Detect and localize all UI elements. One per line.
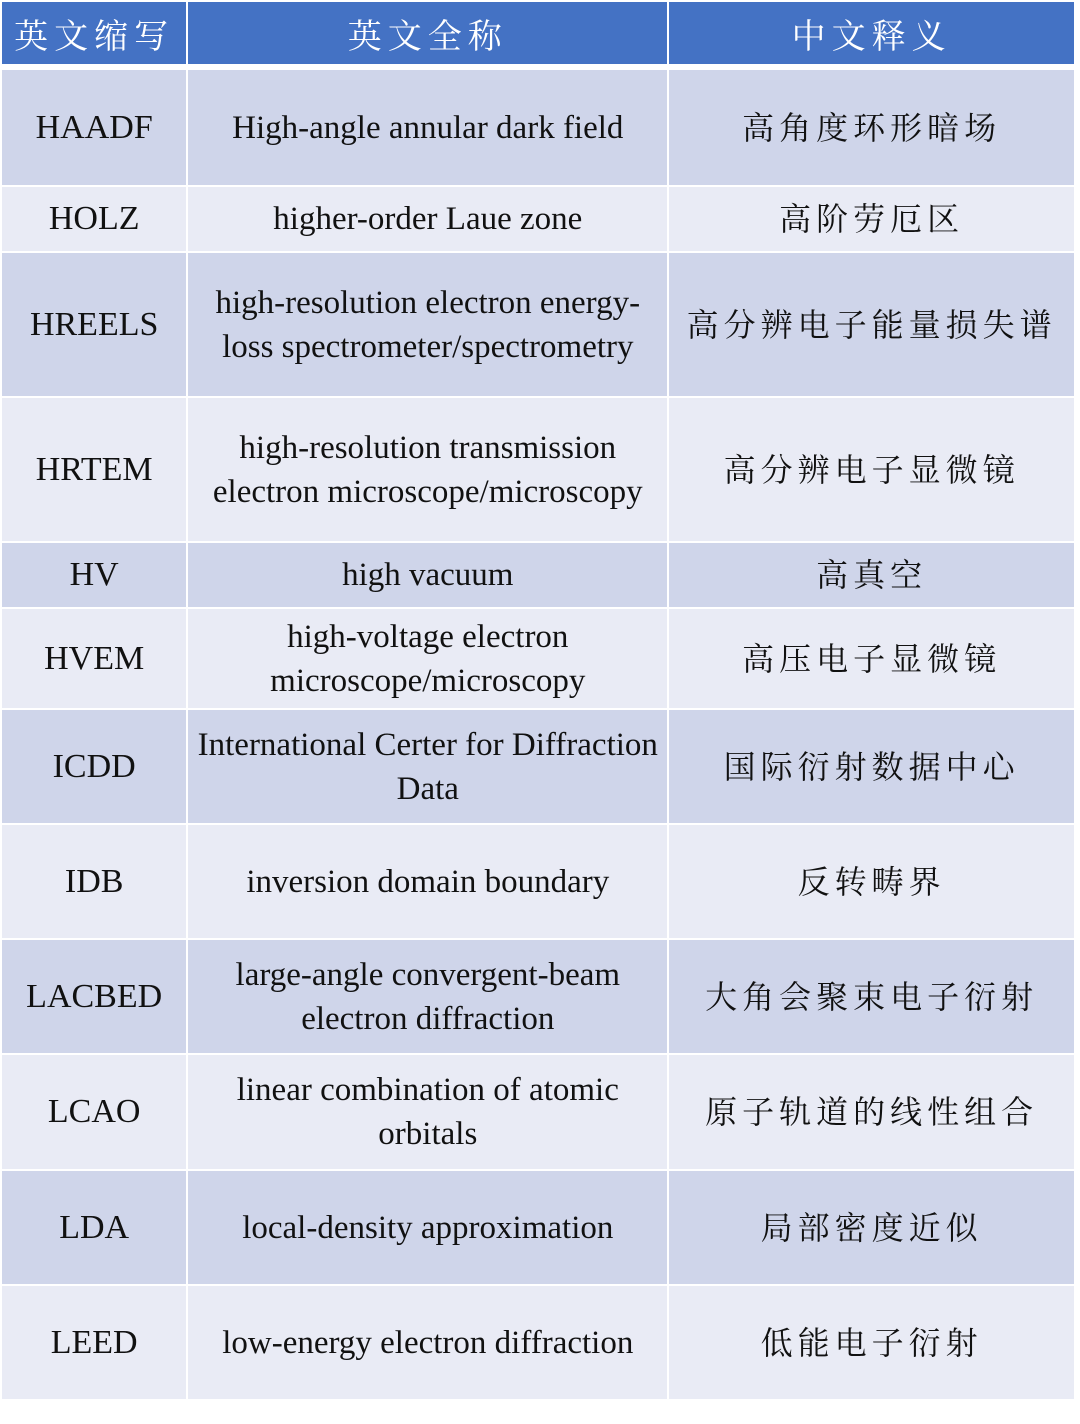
cell-full-name: low-energy electron diffraction <box>188 1286 667 1399</box>
abbreviation-table-container <box>2 2 1074 1401</box>
cell-full-name: high vacuum <box>188 543 667 607</box>
cell-chinese-meaning: 高分辨电子显微镜 <box>669 398 1074 541</box>
cell-abbr: HREELS <box>2 253 186 396</box>
table-row <box>2 1171 1074 1284</box>
table-row <box>2 398 1074 541</box>
table-row <box>2 543 1074 607</box>
cell-full-name: large-angle convergent-beam electron diffraction <box>188 940 667 1053</box>
cell-full-name: linear combination of atomic orbitals <box>188 1055 667 1169</box>
cell-abbr: LCAO <box>2 1055 186 1169</box>
table-row <box>2 1286 1074 1399</box>
table-row <box>2 253 1074 396</box>
cell-full-name: high-resolution electron energy-loss spectrometer/spectrometry <box>188 253 667 396</box>
cell-full-name: high-resolution transmission electron microscope/microscopy <box>188 398 667 541</box>
cell-chinese-meaning: 国际衍射数据中心 <box>669 710 1074 823</box>
cell-abbr: LDA <box>2 1171 186 1284</box>
cell-abbr: LACBED <box>2 940 186 1053</box>
cell-chinese-meaning: 高阶劳厄区 <box>669 187 1074 251</box>
cell-chinese-meaning: 高角度环形暗场 <box>669 70 1074 185</box>
cell-full-name: local-density approximation <box>188 1171 667 1284</box>
cell-chinese-meaning: 大角会聚束电子衍射 <box>669 940 1074 1053</box>
cell-chinese-meaning: 局部密度近似 <box>669 1171 1074 1284</box>
cell-chinese-meaning: 高分辨电子能量损失谱 <box>669 253 1074 396</box>
cell-abbr: HV <box>2 543 186 607</box>
cell-abbr: HAADF <box>2 70 186 185</box>
table-row <box>2 187 1074 251</box>
header-abbr: 英文缩写 <box>2 2 186 68</box>
cell-full-name: High-angle annular dark field <box>188 70 667 185</box>
header-row <box>2 2 1074 68</box>
header-chinese-meaning: 中文释义 <box>669 2 1074 68</box>
table-row <box>2 609 1074 708</box>
cell-full-name: higher-order Laue zone <box>188 187 667 251</box>
cell-chinese-meaning: 原子轨道的线性组合 <box>669 1055 1074 1169</box>
cell-chinese-meaning: 低能电子衍射 <box>669 1286 1074 1399</box>
cell-abbr: LEED <box>2 1286 186 1399</box>
cell-chinese-meaning: 反转畴界 <box>669 825 1074 938</box>
table-row <box>2 940 1074 1053</box>
cell-abbr: HOLZ <box>2 187 186 251</box>
cell-chinese-meaning: 高压电子显微镜 <box>669 609 1074 708</box>
cell-full-name: International Certer for Diffraction Data <box>188 710 667 823</box>
cell-abbr: ICDD <box>2 710 186 823</box>
table-row <box>2 70 1074 185</box>
table-row <box>2 825 1074 938</box>
table-row <box>2 1055 1074 1169</box>
cell-full-name: inversion domain boundary <box>188 825 667 938</box>
cell-abbr: HVEM <box>2 609 186 708</box>
header-full-name: 英文全称 <box>188 2 667 68</box>
table-row <box>2 710 1074 823</box>
cell-full-name: high-voltage electron microscope/microscopy <box>188 609 667 708</box>
cell-chinese-meaning: 高真空 <box>669 543 1074 607</box>
cell-abbr: HRTEM <box>2 398 186 541</box>
cell-abbr: IDB <box>2 825 186 938</box>
